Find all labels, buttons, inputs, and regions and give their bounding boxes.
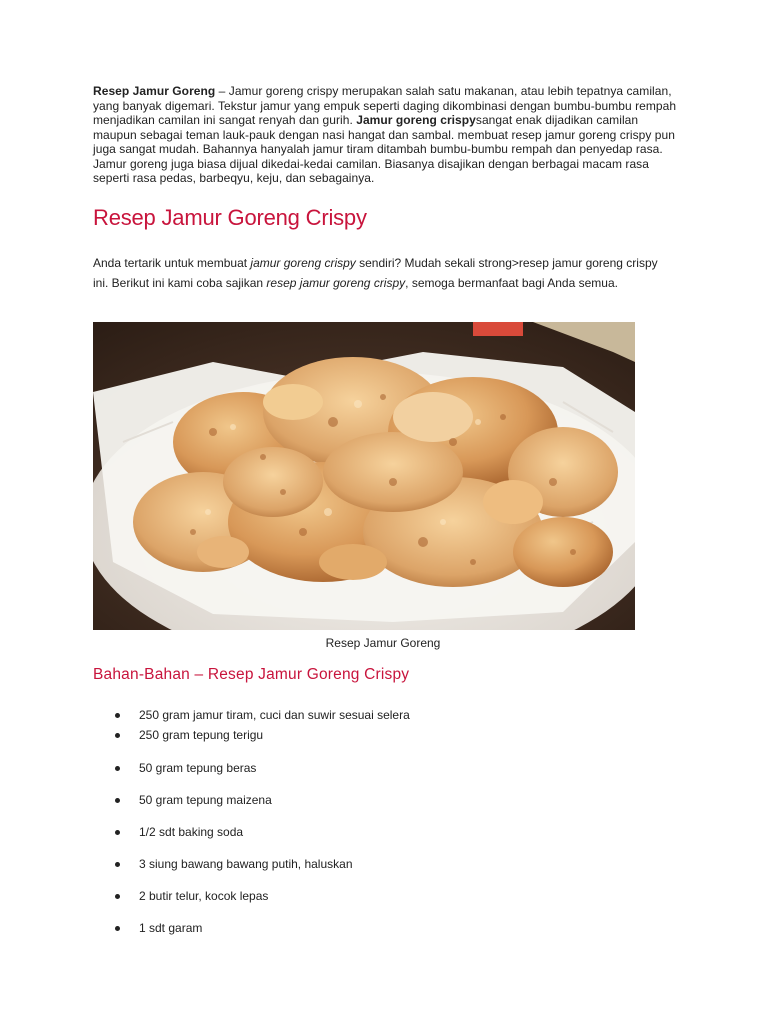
lead-paragraph xyxy=(93,253,671,294)
bullet-icon xyxy=(115,862,120,867)
ingredients-heading: Bahan-Bahan – Resep Jamur Goreng Crispy xyxy=(93,666,410,683)
bullet-icon xyxy=(115,798,120,803)
intro-paragraph xyxy=(93,84,683,186)
lead-italic-2: resep jamur goreng crispy xyxy=(266,276,406,290)
fried-mushroom-photo xyxy=(93,322,635,630)
bullet-icon xyxy=(115,766,120,771)
ingredient-text: 50 gram tepung beras xyxy=(139,761,257,775)
lead-italic-1: jamur goreng crispy xyxy=(250,255,356,270)
ingredient-text: 2 butir telur, kocok lepas xyxy=(139,889,269,903)
ingredient-text: 3 siung bawang bawang putih, haluskan xyxy=(139,857,353,871)
intro-bold-mid: Jamur goreng crispy xyxy=(356,113,476,127)
photo-caption: Resep Jamur Goreng xyxy=(325,636,441,650)
ingredient-text: 1/2 sdt baking soda xyxy=(139,825,244,839)
intro-text-1: – Jamur goreng crispy merupakan salah satu makanan, atau lebih tepatnya camilan, yang banyak digemari. Tekstur jamur yang empuk seperti daging dikombinasi dengan bumbu-bumbu rempah menjadikan camilan ini sangat renyah dan gurih. xyxy=(93,84,677,127)
lead-text-1: Anda tertarik untuk membuat xyxy=(93,255,251,270)
ingredient-text: 1 sdt garam xyxy=(139,921,203,935)
intro-text-2: sangat enak dijadikan camilan maupun sebagai teman lauk-pauk dengan nasi hangat dan sambal. membuat resep jamur goreng crispy pun juga sangat mudah. Bahannya hanyalah jamur tiram ditambah bumbu-bumbu rempah dan penyedap rasa. Jamur goreng juga biasa dijual dikedai-kedai camilan. Biasanya disajikan dengan berbagai macam rasa seperti rasa pedas, barbeqyu, keju, dan sebagainya. xyxy=(93,113,675,185)
ingredient-text: 50 gram tepung maizena xyxy=(139,793,272,807)
article xyxy=(93,84,683,935)
bullet-icon xyxy=(115,713,120,718)
fried-mushroom-image xyxy=(93,322,635,630)
lead-text-2: sendiri? Mudah sekali strong>resep jamur goreng crispy ini. Berikut ini kami coba sajikan xyxy=(93,255,658,290)
bullet-icon xyxy=(115,733,120,738)
ingredient-text: 250 gram tepung terigu xyxy=(139,728,264,742)
bullet-icon xyxy=(115,894,120,899)
bullet-icon xyxy=(115,830,120,835)
page-title: Resep Jamur Goreng Crispy xyxy=(93,204,367,230)
ingredient-text: 250 gram jamur tiram, cuci dan suwir sesuai selera xyxy=(139,708,410,722)
intro-bold-lead: Resep Jamur Goreng xyxy=(93,84,216,98)
bullet-icon xyxy=(115,926,120,931)
lead-text-3: , semoga bermanfaat bagi Anda semua. xyxy=(405,276,618,290)
